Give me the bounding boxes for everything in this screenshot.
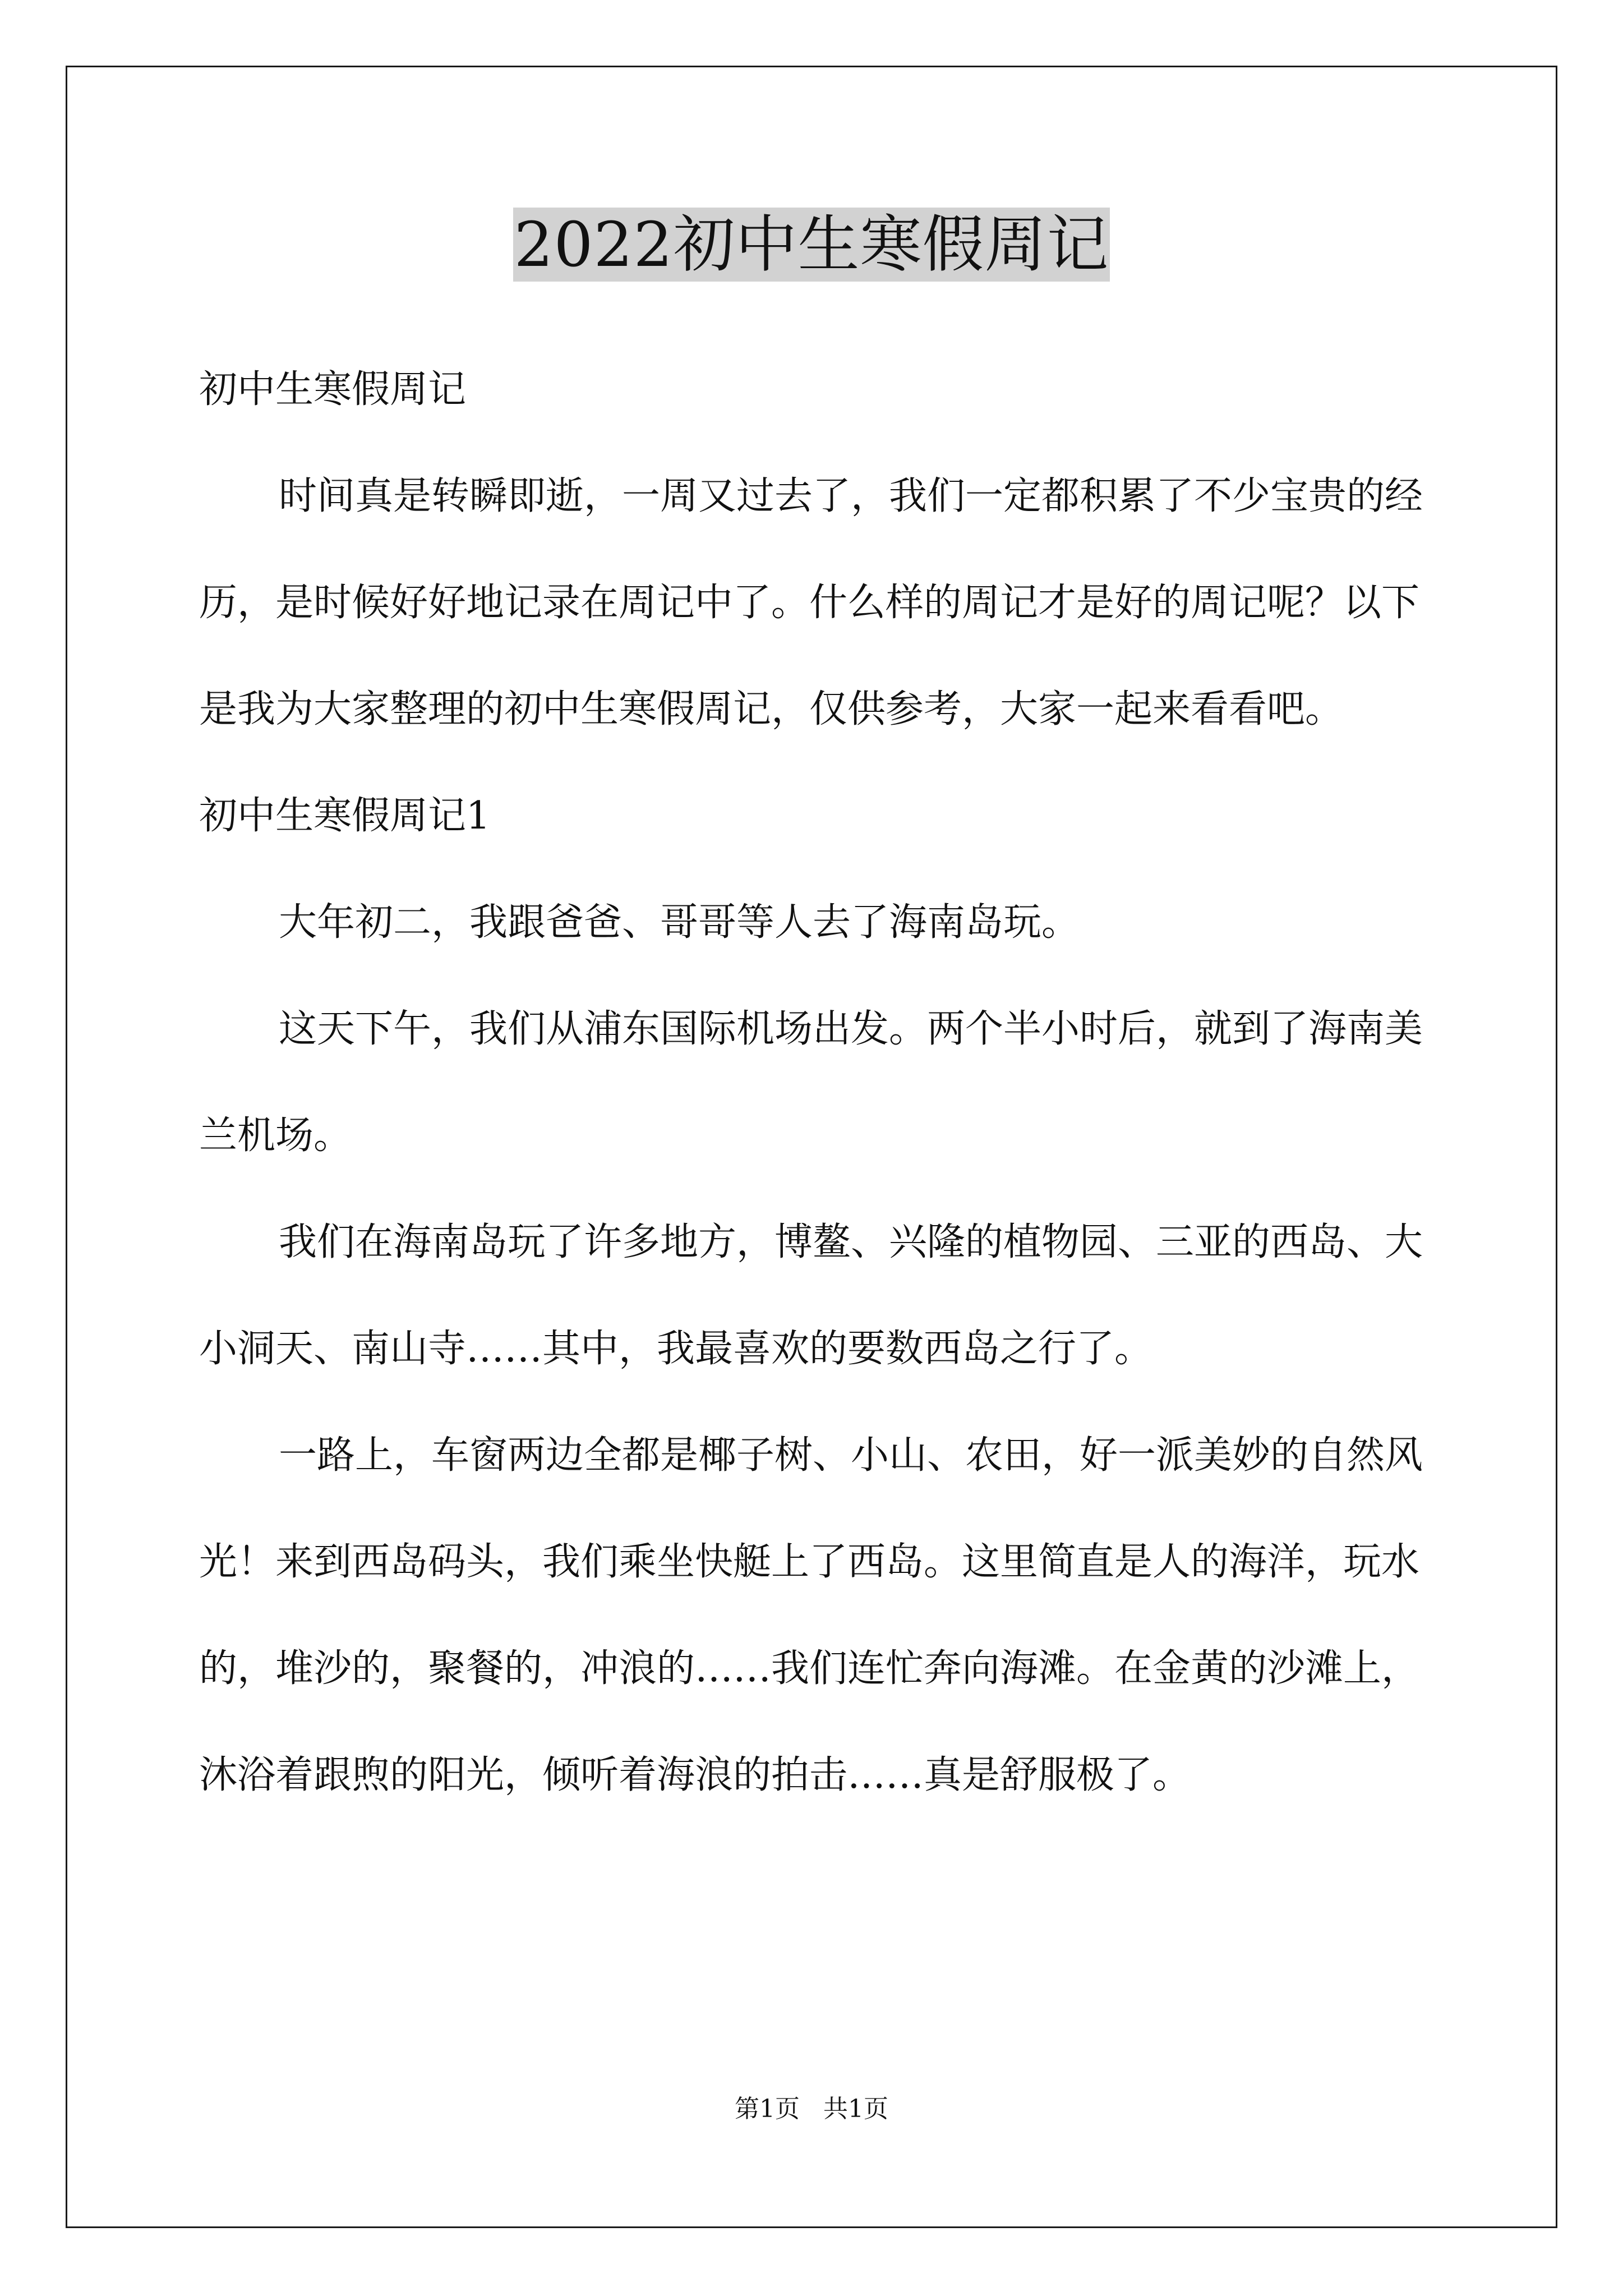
page-number: 第1页 (735, 2095, 800, 2123)
page-footer (0, 2092, 1623, 2126)
page-total: 共1页 (823, 2095, 888, 2123)
paragraph: 大年初二，我跟爸爸、哥哥等人去了海南岛玩。 (279, 900, 1080, 945)
paragraph: 时间真是转瞬即逝，一周又过去了，我们一定都积累了不少宝贵的经历，是时候好好地记录在周记中了。什么样的周记才是好的周记呢？以下是我为大家整理的初中生寒假周记，仅供参考，大家一起来看看吧。 (199, 474, 1423, 731)
paragraph: 初中生寒假周记 (199, 367, 467, 412)
paragraph: 这天下午，我们从浦东国际机场出发。两个半小时后，就到了海南美兰机场。 (199, 1007, 1423, 1158)
paragraph: 初中生寒假周记1 (199, 794, 491, 838)
document-title: 2022初中生寒假周记 (514, 209, 1109, 280)
document-body (199, 337, 1455, 1829)
paragraph: 我们在海南岛玩了许多地方，博鳌、兴隆的植物园、三亚的西岛、大小洞天、南山寺……其中，我最喜欢的要数西岛之行了。 (199, 1220, 1423, 1371)
paragraph: 一路上，车窗两边全都是椰子树、小山、农田，好一派美妙的自然风光！来到西岛码头，我们乘坐快艇上了西岛。这里简直是人的海洋，玩水的，堆沙的，聚餐的，冲浪的……我们连忙奔向海滩。在金黄的沙滩上，沐浴着跟煦的阳光，倾听着海浪的拍击……真是舒服极了。 (199, 1433, 1423, 1797)
title-container (0, 208, 1623, 282)
